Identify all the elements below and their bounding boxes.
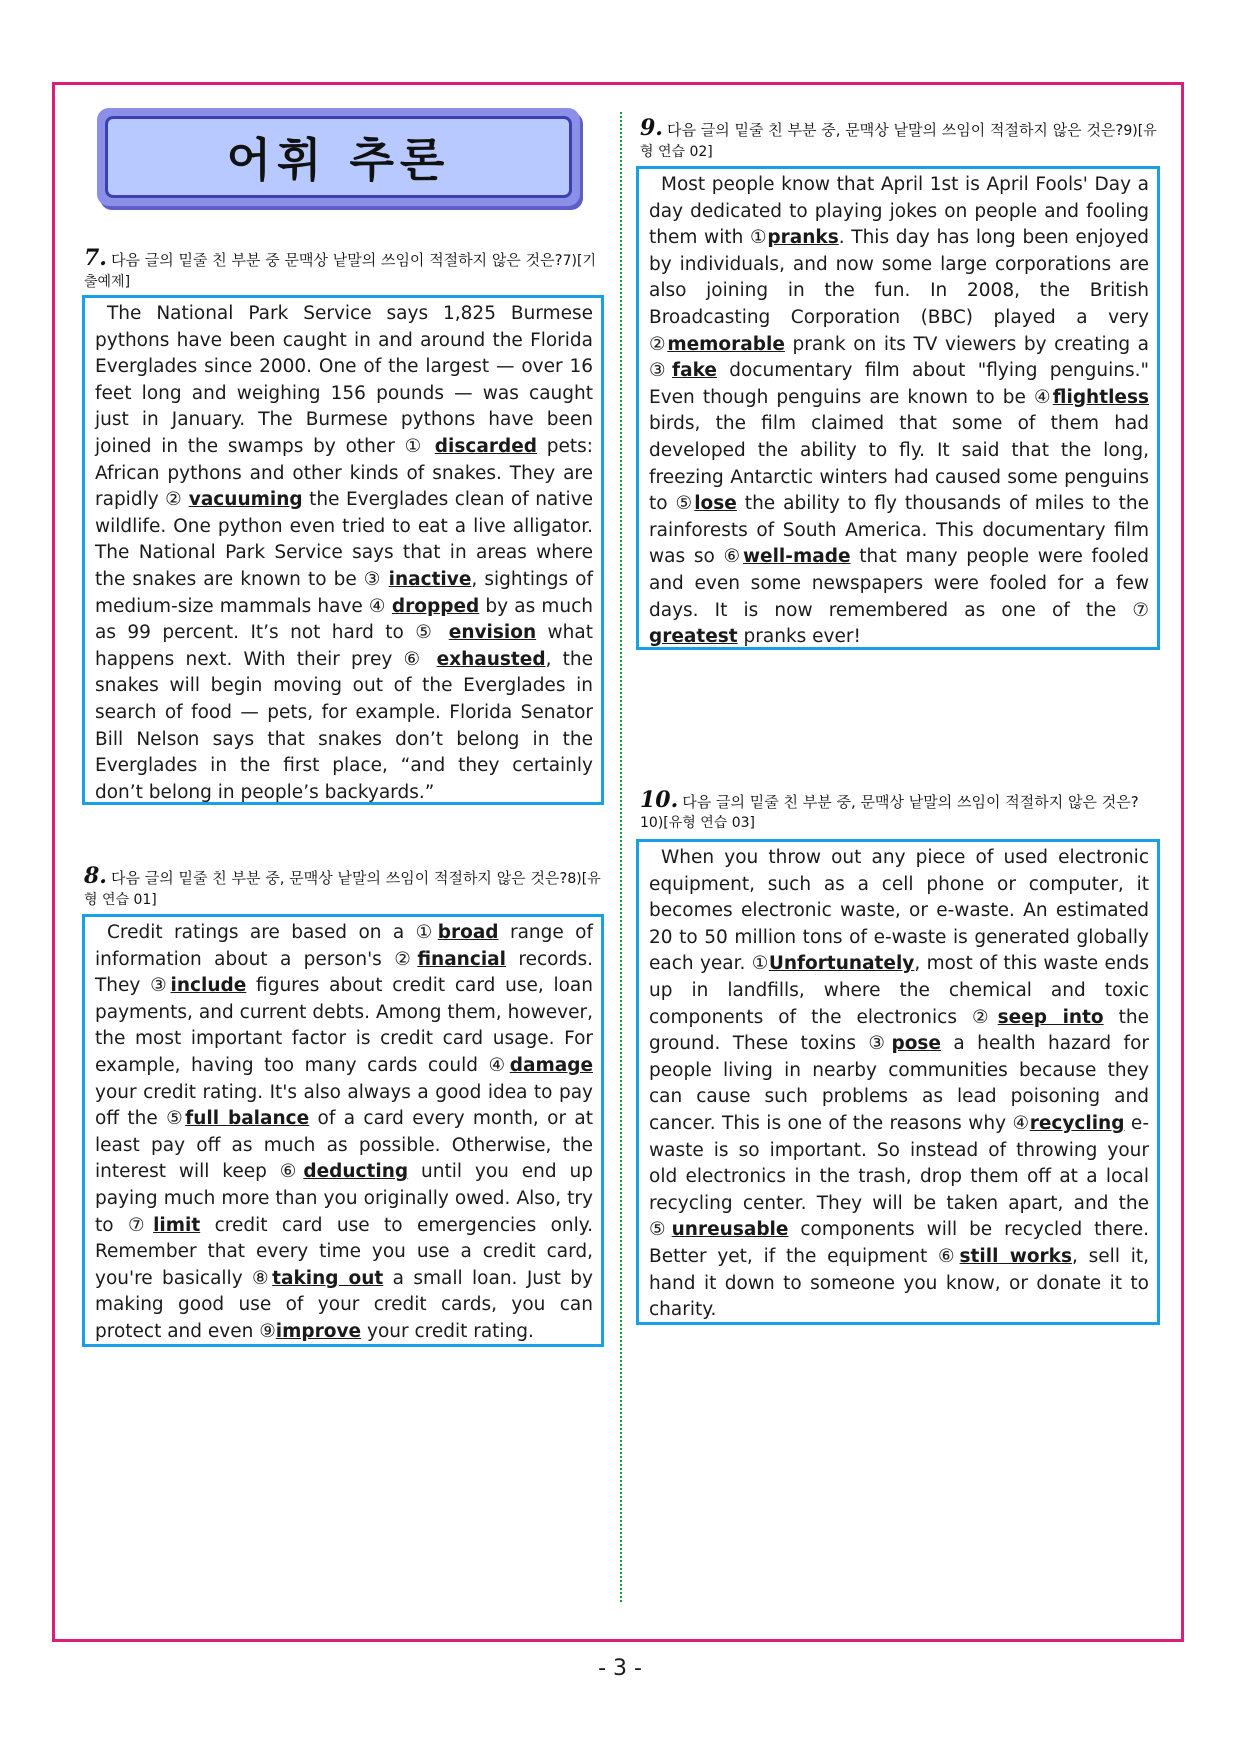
passage-box-7 (82, 295, 604, 805)
underlined-word: greatest (649, 626, 738, 648)
question-number: 8. (84, 863, 107, 889)
passage-segment: the Everglades clean of native wildlife. One python even tried to eat a live alligator. The National Park Service says that in areas where the snakes are known to be ③ (95, 489, 593, 590)
question-text: 다음 글의 밑줄 친 부분 중, 문맥상 낱말의 쓰임이 적절하지 않은 것은? (682, 793, 1139, 811)
underlined-word: still works (959, 1245, 1072, 1267)
question-9-prompt (640, 115, 1160, 162)
passage-box-9 (636, 166, 1160, 650)
passage-segment: documentary film about "flying penguins." Even though penguins are known to be ④ (649, 360, 1149, 408)
question-10-prompt (640, 787, 1160, 833)
passage-segment: pranks ever! (737, 626, 861, 648)
passage-segment: by as much as 99 percent. It’s not hard to ⑤ (95, 595, 594, 644)
question-8-prompt (84, 863, 604, 910)
underlined-word: pose (891, 1033, 941, 1055)
passage-segment: a small loan. Just by making good use of your credit cards, you can protect and even ⑨ (95, 1267, 593, 1342)
underlined-word: financial (417, 948, 506, 970)
underlined-word: dropped (391, 595, 480, 617)
passage-segment: your credit rating. It's also always a good idea to pay off the ⑤ (95, 1081, 593, 1130)
passage-segment: a health hazard for people living in nearby communities because they can cause such problems as lead poisoning and cancer. This is one of the reasons why ④ (649, 1033, 1149, 1134)
underlined-word: full balance (185, 1108, 310, 1130)
underlined-word: Unfortunately (768, 953, 915, 975)
section-title: 어휘 추론 (105, 116, 572, 198)
section-title-box (97, 108, 580, 206)
passage-segment: your credit rating. (361, 1320, 534, 1342)
question-text: 다음 글의 밑줄 친 부분 중 문맥상 낱말의 쓰임이 적절하지 않은 것은? (110, 251, 563, 269)
underlined-word: include (170, 975, 247, 997)
underlined-word: limit (153, 1214, 201, 1236)
passage-segment: birds, the film claimed that some of them had developed the ability to fly. It said that the long, freezing Antarctic winters had caused some penguins to ⑤ (649, 413, 1149, 515)
passage-text (649, 845, 1149, 1324)
underlined-word: inactive (388, 568, 472, 590)
passage-segment: that many people were fooled and even some newspapers were fooled for a few days. It is now remembered as one of the ⑦ (649, 546, 1149, 621)
passage-segment: credit card use to emergencies only. Remember that every time you use a credit card, you're basically ⑧ (95, 1214, 593, 1289)
underlined-word: unreusable (671, 1219, 789, 1241)
underlined-word: well-made (742, 546, 851, 568)
passage-segment: figures about credit card use, loan payments, and current debts. Among them, however, the most important factor is credit card usage. For example, having too many cards could ④ (95, 975, 593, 1076)
underlined-word: taking out (272, 1267, 384, 1289)
question-tag: 7)[기출예제] (84, 253, 596, 290)
passage-segment: until you end up paying much more than you originally owed. Also, try to ⑦ (95, 1161, 593, 1236)
question-number: 7. (84, 245, 107, 271)
underlined-word: recycling (1029, 1112, 1125, 1134)
passage-segment: what happens next. With their prey ⑥ (95, 622, 593, 670)
passage-segment: Most people know that April 1st is April Fools' Day a day dedicated to playing jokes on people and fooling them with ① (649, 174, 1149, 249)
underlined-word: flightless (1052, 386, 1149, 408)
underlined-word: lose (694, 493, 737, 515)
passage-segment: pets: African pythons and other kinds of snakes. They are rapidly ② (95, 435, 593, 511)
question-7-prompt (84, 245, 604, 292)
column-divider (620, 112, 622, 1602)
underlined-word: vacuuming (188, 489, 303, 511)
passage-segment: of a card every month, or at least pay off as much as possible. Otherwise, the interest will keep ⑥ (95, 1108, 593, 1183)
underlined-word: improve (275, 1320, 362, 1342)
underlined-word: exhausted (436, 648, 546, 670)
question-number: 10. (640, 787, 679, 813)
passage-text (95, 301, 593, 806)
passage-segment: records. They ③ (95, 948, 593, 997)
passage-segment: range of information about a person's ② (95, 922, 593, 970)
passage-text (649, 172, 1149, 651)
passage-segment: , sell it, hand it down to someone you know, or donate it to charity. (649, 1245, 1150, 1321)
passage-box-8 (82, 914, 604, 1347)
passage-segment: the ability to fly thousands of miles to the rainforests of South America. This documentary film was so ⑥ (649, 493, 1149, 568)
passage-segment: When you throw out any piece of used electronic equipment, such as a cell phone or computer, it becomes electronic waste, or e-waste. An estimated 20 to 50 million tons of e-waste is generated globally each year. ① (649, 847, 1149, 975)
question-number: 9. (640, 115, 663, 141)
page-number: - 3 - (598, 1656, 642, 1681)
passage-segment: the ground. These toxins ③ (649, 1006, 1149, 1055)
passage-box-10 (636, 839, 1160, 1325)
passage-segment: The National Park Service says 1,825 Burmese pythons have been caught in and around the Florida Everglades since 2000. One of the largest — over 16 feet long and weighing 156 pounds — was caught just in January. The Burmese pythons have been joined in the swamps by other ① (95, 303, 593, 457)
passage-segment: prank on its TV viewers by creating a ③ (649, 333, 1149, 382)
question-text: 다음 글의 밑줄 친 부분 중, 문맥상 낱말의 쓰임이 적절하지 않은 것은? (666, 121, 1124, 139)
underlined-word: deducting (303, 1161, 409, 1183)
question-tag: 10)[유형 연습 03] (640, 815, 756, 831)
passage-segment: components will be recycled there. Better yet, if the equipment ⑥ (649, 1219, 1149, 1267)
question-text: 다음 글의 밑줄 친 부분 중, 문맥상 낱말의 쓰임이 적절하지 않은 것은? (110, 869, 568, 887)
passage-segment: e-waste is so important. So instead of throwing your old electronics in the trash, drop them off at a local recycling center. They will be taken apart, and the ⑤ (649, 1112, 1149, 1241)
underlined-word: pranks (767, 227, 839, 249)
underlined-word: discarded (434, 435, 537, 457)
passage-segment: , sightings of medium-size mammals have ④ (95, 568, 593, 617)
underlined-word: broad (437, 922, 499, 943)
passage-text (95, 920, 593, 1346)
underlined-word: seep into (997, 1006, 1104, 1028)
underlined-word: damage (509, 1054, 593, 1076)
passage-segment: , most of this waste ends up in landfills, where the chemical and toxic components of the electronics ② (649, 953, 1149, 1028)
underlined-word: envision (448, 622, 537, 644)
question-tag: 8)[유형 연습 01] (84, 871, 601, 908)
underlined-word: fake (672, 360, 717, 382)
passage-segment: , the snakes will begin moving out of the Everglades in search of food — pets, for example. Florida Senator Bill Nelson says that snakes don’t belong in the Everglades in the first place, “and they certainly don’t belong in people’s backyards.” (95, 648, 593, 803)
passage-segment: Credit ratings are based on a ① (107, 922, 438, 943)
passage-segment: . This day has long been enjoyed by individuals, and now some large corporations are also joining in the fun. In 2008, the British Broadcasting Corporation (BBC) played a very ② (649, 227, 1149, 355)
question-tag: 9)[유형 연습 02] (640, 123, 1157, 160)
underlined-word: memorable (667, 333, 785, 355)
